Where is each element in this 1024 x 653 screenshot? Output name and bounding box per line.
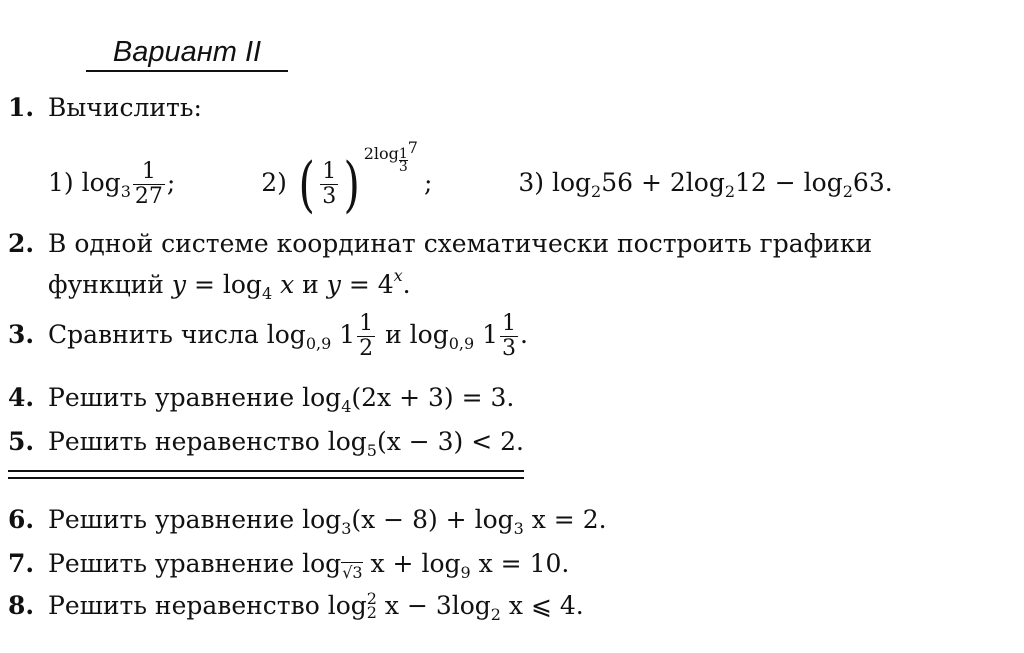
task-text: Вычислить: [48, 93, 202, 122]
task-3: 3. Сравнить числа $\log_{0,9} 1$ $\frac{1}{2}$ и $\log_{0,9} 1$ $\frac{1}{3}$ . [8, 311, 528, 361]
fraction-1-3b: $\frac{1}{3}$ [502, 311, 517, 361]
task-number: 7. [8, 549, 35, 578]
part-3-label: 3) [518, 168, 544, 197]
fraction-1-3: $\frac{1}{3}$ [322, 159, 337, 209]
exponent: 2log $\frac{1}{3}$ 7 [363, 138, 418, 175]
task-2-line-1: 2. В одной системе координат схематически построить графики [8, 229, 873, 258]
task-2-line-2: функций $y = \log_4 x$ и $y = 4^x$. [48, 266, 411, 303]
task-1-expressions: 1) $\log_3$ $\frac{1}{27}$ ; 2) ( $\frac{1}{3}$ ) 2log $\frac{1}{3}$ 7; 3) $\log_256 + 2\log_212 - \log_263$. [48, 138, 893, 220]
task-number: 2. [8, 229, 35, 258]
task-4: 4. Решить уравнение $\log_4(2x + 3) = 3$. [8, 383, 515, 416]
variant-title: Вариант II [86, 34, 288, 72]
task-1-heading [8, 92, 202, 124]
part-2-label: 2) [261, 168, 287, 197]
task-number: 5. [8, 427, 35, 456]
double-divider [8, 470, 524, 479]
task-8: 8. Решить неравенство log 2 2 $x - 3\log_2$ x ⩽ 4. [8, 589, 584, 624]
task-number: 3. [8, 320, 35, 349]
fraction-1-27: $\frac{1}{27}$ [134, 159, 163, 209]
part-1-label: 1) [48, 168, 74, 197]
task-7: 7. Решить уравнение $\log_{√3} x + \log_9 x = 10$. [8, 549, 570, 582]
task-number: 8. [8, 591, 35, 620]
task-6: 6. Решить уравнение $\log_3(x - 8) + \log_3 x = 2$. [8, 505, 607, 538]
task-number: 1. [8, 93, 35, 122]
task-number: 6. [8, 505, 35, 534]
task-5: 5. Решить неравенство $\log_5(x - 3) < 2$. [8, 427, 524, 460]
task-number: 4. [8, 383, 35, 412]
fraction-1-2: $\frac{1}{2}$ [359, 311, 374, 361]
sqrt-3: √3 [342, 563, 363, 582]
